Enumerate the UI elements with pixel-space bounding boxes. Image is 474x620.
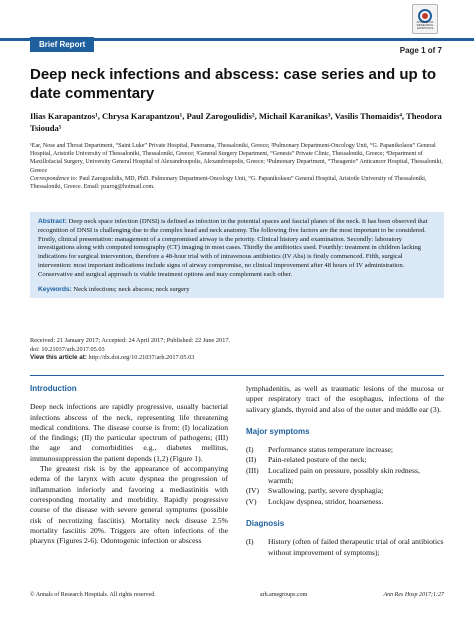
list-item: (III) Localized pain on pressure, possibly skin redness, warmth; <box>246 465 420 486</box>
list-item: (I) History (often of failed therapeutic trial of oral antibiotics without improvement of symptoms); <box>246 537 444 557</box>
list-item: (II) Pain-related posture of the neck; <box>246 455 367 465</box>
author-list: Ilias Karapantzos¹, Chrysa Karapantzou¹, Paul Zarogoulidis², Michail Karanikas³, Vasilis Thomaidis⁴, Theodora Tsiouda⁵ <box>30 111 442 133</box>
keywords-line <box>38 286 436 295</box>
view-article-line <box>30 354 444 363</box>
left-column <box>30 384 228 546</box>
affiliations <box>30 142 450 191</box>
copyright-text: © Annals of Research Hospitals. All rights reserved. <box>30 592 156 598</box>
symptoms-list <box>246 445 444 507</box>
journal-logo <box>412 4 438 34</box>
logo-text: ANNALS OF RESEARCH HOSPITALS <box>416 20 434 30</box>
citation-text: Ann Res Hosp 2017;1:27 <box>383 592 444 598</box>
view-article-label: View this article at: <box>30 354 87 362</box>
article-url[interactable]: http://dx.doi.org/10.21037/arh.2017.05.03 <box>86 354 195 362</box>
logo-dot-icon <box>422 13 428 19</box>
abstract-label: Abstract: <box>38 218 67 225</box>
abstract-text: Deep neck space infection (DNSI) is defined as infection in the potential spaces and fascial planes of the neck. It has been observed that recognition of DNSI is challenging due to the complex head and neck anatomy. The following five factors are the most important to be considered. Firstly, clinical presentation: management of a compromised airway is the priority. Clinical history and examination. Secondly: laboratory investigations along with computed tomography (CT) imaging in most cases. Thirdly the antibiotics used. Fourthly: treatment in children lacking indications for surgical intervention, therefore a 48-hour trial with of intravenous antibiotics (IV Abs) is firstly commenced. Fifth, surgical intervention: most important indications include signs of airway compromise, no clinical improvement after 48 hours of IV administration. Conservative and surgical approach is viable treatment options and may complement each other. <box>38 218 428 278</box>
major-symptoms-heading: Major symptoms <box>246 426 310 436</box>
abstract-box <box>30 212 444 298</box>
diagnosis-section <box>246 519 444 558</box>
right-paragraph-1: lymphadenitis, as well as traumatic lesions of the mucosa or upper respiratory tract of the esophagus, infections of the salivary glands, thyroid and also of the outer and middle ear (3). <box>246 384 444 414</box>
keywords-label: Keywords: <box>38 285 72 293</box>
publication-dates <box>30 337 444 363</box>
intro-paragraph-1: Deep neck infections are rapidly progressive, usually bacterial infections abscess of the neck, representing life threatening medical conditions. The disease course is from: (I) localization of the findings; (II) the particular spectrum of pathogens; (III) the age and comorbidities e.g., diabetes mellitus, immunosuppression the patient depends (1,2) (Figure 1). <box>30 402 228 463</box>
article-title: Deep neck infections and abscess: case series and up to date commentary <box>30 66 436 102</box>
affiliation-text: ¹Ear, Nose and Throat Department, “Saint Luke” Private Hospital, Panorama, Thessaloniki, Greece; ²Pulmonary Department-Oncology Unit, “G. Papanikolaou” General Hospital, Aristotle University of Thessaloniki, Thessaloniki, Greece; ³General Surgery Department, “Genesis” Private Clinic, Thessaloniki, Greece; ⁴Department of Maxillofacial Surgery, University General Hospital of Alexandroupolis, Alexandroupolis, Greece; ⁵Pulmonary Department, “Theagenio” Anticancer Hospital, Thessaloniki, Greece <box>30 143 443 174</box>
diagnosis-heading: Diagnosis <box>246 518 285 528</box>
doi-line: doi: 10.21037/arh.2017.05.03 <box>30 345 105 353</box>
major-symptoms-section <box>246 427 444 507</box>
intro-paragraph-2: The greatest risk is by the appearance of accompanying edema of the larynx with acute dyspnea the progression of inflammation inferiorly and favoring a mediastinitis with corresponding mortality and morbidity. Rapidly progressive course of the disease with severe general symptoms (possible risk of necrotizing fasciitis). Mortality neck disease 2.5% mortality fasciitis 20%. Triggers are often infections of the pharynx (Figures 2-6). Odontogenic infection or abscess <box>30 464 228 546</box>
list-item: (I) Performance status temperature increase; <box>246 445 394 455</box>
correspondence-text: Paul Zarogoulidis, MD, PhD. Pulmonary Department-Oncology Unit, “G. Papanikolaou” General Hospital, Aristotle University of Thessaloniki, Thessaloniki, Greece. Email: pzarog@hotmail.com. <box>30 175 427 191</box>
dates-received: Received: 21 January 2017; Accepted: 24 April 2017; Published: 22 June 2017. <box>30 337 231 344</box>
article-type-badge: Brief Report <box>30 37 94 52</box>
page-number: Page 1 of 7 <box>399 46 442 55</box>
list-item: (IV) Swallowing, partly, severe dysphagia; <box>246 486 384 496</box>
intro-heading: Introduction <box>30 384 77 393</box>
correspondence-label: Correspondence to: <box>30 175 78 182</box>
list-item: (V) Lockjaw dyspnea, stridor, hoarseness. <box>246 496 384 506</box>
section-divider <box>30 375 444 376</box>
abstract-paragraph <box>38 218 436 280</box>
keywords-text: Neck infections; neck abscess; neck surgery <box>71 285 190 293</box>
right-column <box>246 384 444 558</box>
diagnosis-list <box>246 537 444 558</box>
journal-url[interactable]: arh.amegroups.com <box>260 592 308 598</box>
